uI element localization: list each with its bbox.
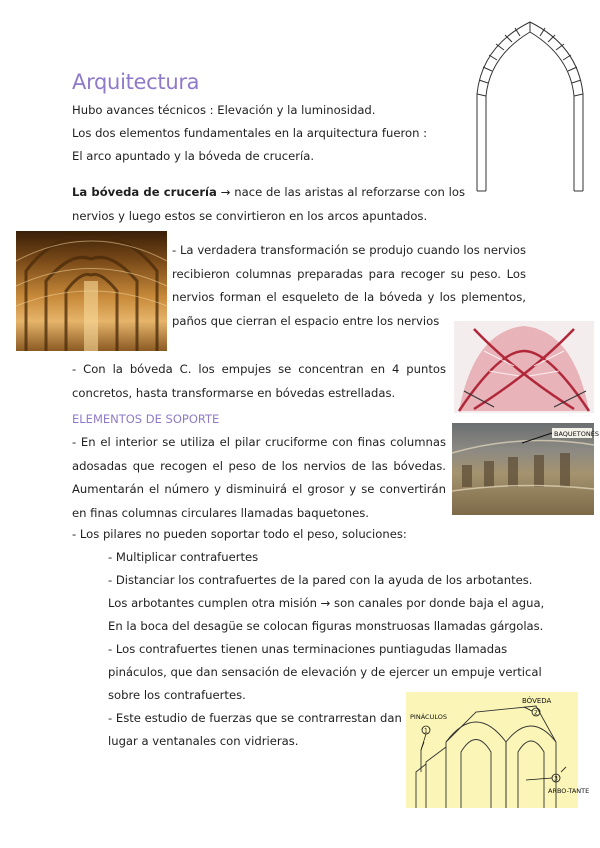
pointed-arch-illustration: [474, 26, 586, 194]
baquetones-label: BAQUETONES: [554, 430, 599, 438]
list-line-6: pináculos, que dan sensación de elevación y de ejercer un empuje vertical: [108, 665, 542, 679]
section-heading-soporte: ELEMENTOS DE SOPORTE: [72, 412, 220, 426]
empujes-paragraph: - Con la bóveda C. los empujes se concentran en 4 puntos concretos, hasta transformarse en bóvedas estrelladas.: [72, 362, 446, 400]
number-3: 3: [554, 775, 558, 783]
list-line-1: - Multiplicar contrafuertes: [108, 550, 259, 564]
number-1: 1: [424, 727, 428, 735]
transform-paragraph: - La verdadera transformación se produjo cuando los nervios recibieron columnas preparadas para recoger su peso. Los nervios forman el esqueleto de la bóveda y los plementos, paños que cierran el espacio entre los nervios: [172, 243, 526, 328]
gothic-structure-diagram: [406, 692, 590, 808]
list-line-4: En la boca del desagüe se colocan figuras monstruosas llamadas gárgolas.: [108, 619, 544, 633]
boveda-term: La bóveda de crucería: [72, 185, 217, 199]
number-2: 2: [534, 709, 538, 717]
arbotante-label: ARBO-TANTE: [548, 787, 590, 795]
baquetones-photo: [452, 423, 599, 515]
pinaculos-label: PINÁCULOS: [410, 713, 447, 721]
ribbed-vault-diagram: [454, 321, 594, 413]
list-line-2: - Distanciar los contrafuertes de la pared con la ayuda de los arbotantes.: [108, 573, 533, 587]
list-line-8: - Este estudio de fuerzas que se contrarrestan dan: [108, 711, 402, 725]
pilares-line: - Los pilares no pueden soportar todo el peso, soluciones:: [72, 527, 407, 541]
cathedral-nave-photo: [16, 231, 167, 351]
list-line-5: - Los contrafuertes tienen unas terminaciones puntiagudas llamadas: [108, 642, 508, 656]
list-line-7: sobre los contrafuertes.: [108, 688, 246, 702]
boveda-label: BÓVEDA: [522, 697, 552, 705]
boveda-paragraph: [72, 181, 465, 228]
soporte-paragraph: - En el interior se utiliza el pilar cruciforme con finas columnas adosadas que recogen el peso de los nervios de las bóvedas. Aumentarán el número y disminuirá el grosor y se convertirán en finas columnas circulares llamadas baquetones.: [72, 435, 446, 520]
intro-line-1: Hubo avances técnicos : Elevación y la luminosidad.: [72, 103, 376, 117]
intro-line-2: Los dos elementos fundamentales en la arquitectura fueron :: [72, 126, 428, 140]
list-line-9: lugar a ventanales con vidrieras.: [108, 734, 299, 748]
list-line-3: Los arbotantes cumplen otra misión → son canales por donde baja el agua,: [108, 596, 545, 610]
boveda-text: → nace de las aristas al reforzarse con los nervios y luego estos se convirtieron en los arcos apuntados.: [72, 185, 465, 223]
intro-line-3: El arco apuntado y la bóveda de crucería.: [72, 149, 315, 163]
page-title: Arquitectura: [72, 70, 200, 94]
